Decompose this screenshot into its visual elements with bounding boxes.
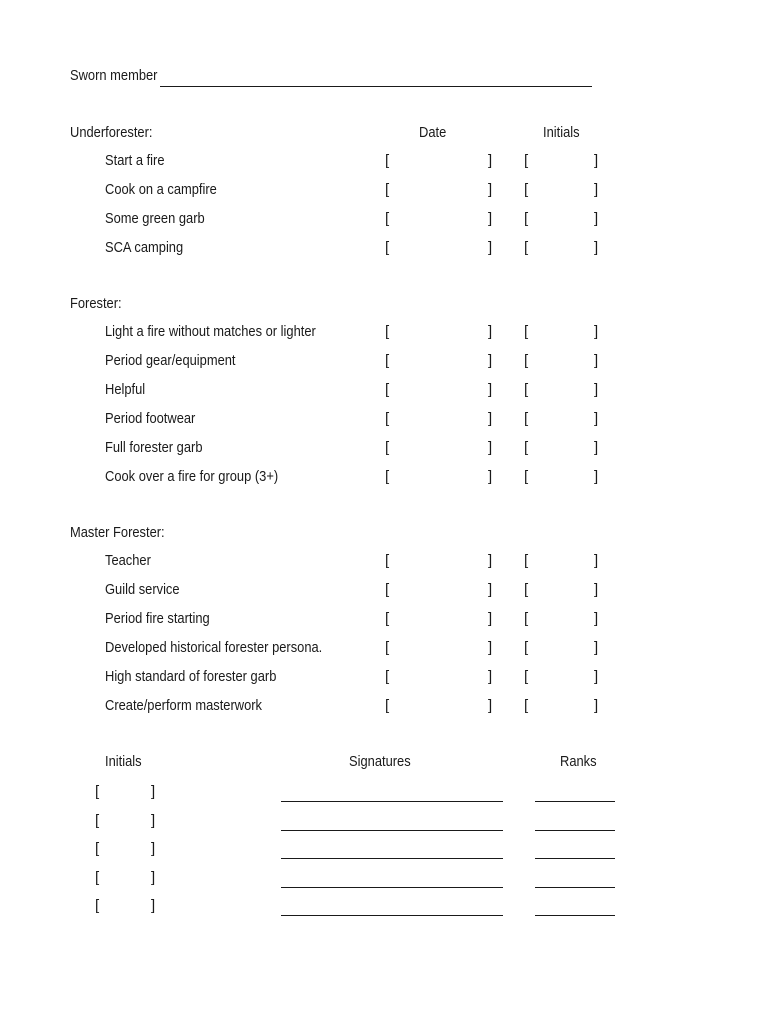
requirement-item: Teacher xyxy=(105,552,151,569)
initials-field-open-bracket[interactable]: [ xyxy=(524,210,529,227)
signoff-initials-field-close-bracket[interactable]: ] xyxy=(151,897,156,914)
sworn-member-signature-line[interactable] xyxy=(160,86,592,87)
initials-field-close-bracket[interactable]: ] xyxy=(594,181,599,198)
date-field-open-bracket[interactable]: [ xyxy=(385,352,390,369)
date-field-close-bracket[interactable]: ] xyxy=(488,610,493,627)
initials-field-close-bracket[interactable]: ] xyxy=(594,439,599,456)
date-field-close-bracket[interactable]: ] xyxy=(488,639,493,656)
date-field-open-bracket[interactable]: [ xyxy=(385,410,390,427)
date-field-close-bracket[interactable]: ] xyxy=(488,581,493,598)
requirement-item: High standard of forester garb xyxy=(105,668,277,685)
date-field-open-bracket[interactable]: [ xyxy=(385,468,390,485)
initials-field-open-bracket[interactable]: [ xyxy=(524,639,529,656)
date-field-close-bracket[interactable]: ] xyxy=(488,210,493,227)
requirement-item: Period footwear xyxy=(105,410,196,427)
initials-field-close-bracket[interactable]: ] xyxy=(594,410,599,427)
date-field-close-bracket[interactable]: ] xyxy=(488,697,493,714)
initials-field-open-bracket[interactable]: [ xyxy=(524,552,529,569)
signoff-initials-field-close-bracket[interactable]: ] xyxy=(151,811,156,829)
initials-field-open-bracket[interactable]: [ xyxy=(524,323,529,340)
sworn-member-label: Sworn member xyxy=(70,67,158,84)
initials-field-close-bracket[interactable]: ] xyxy=(594,352,599,369)
initials-field-open-bracket[interactable]: [ xyxy=(524,581,529,598)
signoff-initials-field-close-bracket[interactable]: ] xyxy=(151,783,156,800)
signoff-initials-field-open-bracket[interactable]: [ xyxy=(95,897,100,914)
date-field-open-bracket[interactable]: [ xyxy=(385,668,390,685)
initials-field-open-bracket[interactable]: [ xyxy=(524,610,529,627)
date-field-open-bracket[interactable]: [ xyxy=(385,381,390,398)
date-field-open-bracket[interactable]: [ xyxy=(385,152,390,169)
initials-field-open-bracket[interactable]: [ xyxy=(524,381,529,398)
requirement-item: SCA camping xyxy=(105,239,184,256)
initials-field-close-bracket[interactable]: ] xyxy=(594,610,599,627)
initials-field-open-bracket[interactable]: [ xyxy=(524,697,529,714)
date-field-close-bracket[interactable]: ] xyxy=(488,468,493,485)
date-field-open-bracket[interactable]: [ xyxy=(385,239,390,256)
date-field-open-bracket[interactable]: [ xyxy=(385,581,390,598)
date-field-open-bracket[interactable]: [ xyxy=(385,210,390,227)
initials-field-close-bracket[interactable]: ] xyxy=(594,581,599,598)
requirement-item: Period gear/equipment xyxy=(105,352,236,369)
initials-field-open-bracket[interactable]: [ xyxy=(524,468,529,485)
initials-field-close-bracket[interactable]: ] xyxy=(594,639,599,656)
signoff-ranks-header: Ranks xyxy=(560,753,597,770)
signoff-initials-field-close-bracket[interactable]: ] xyxy=(151,868,156,886)
requirement-item: Create/perform masterwork xyxy=(105,697,263,714)
date-field-close-bracket[interactable]: ] xyxy=(488,323,493,340)
requirement-item: Period fire starting xyxy=(105,610,210,627)
signoff-initials-field-close-bracket[interactable]: ] xyxy=(151,840,156,857)
initials-column-header: Initials xyxy=(543,124,580,141)
date-field-close-bracket[interactable]: ] xyxy=(488,552,493,569)
signoff-initials-field-open-bracket[interactable]: [ xyxy=(95,783,100,800)
date-field-open-bracket[interactable]: [ xyxy=(385,697,390,714)
date-field-open-bracket[interactable]: [ xyxy=(385,610,390,627)
rank-line[interactable] xyxy=(535,915,615,916)
date-field-close-bracket[interactable]: ] xyxy=(488,668,493,685)
requirement-item: Light a fire without matches or lighter xyxy=(105,323,316,340)
signature-line[interactable] xyxy=(281,830,503,831)
initials-field-open-bracket[interactable]: [ xyxy=(524,152,529,169)
initials-field-close-bracket[interactable]: ] xyxy=(594,468,599,485)
rank-line[interactable] xyxy=(535,801,615,802)
signature-line[interactable] xyxy=(281,858,503,859)
section-title: Master Forester: xyxy=(70,524,165,541)
section-title: Forester: xyxy=(70,295,122,312)
date-field-close-bracket[interactable]: ] xyxy=(488,439,493,456)
signoff-initials-field-open-bracket[interactable]: [ xyxy=(95,868,100,886)
rank-line[interactable] xyxy=(535,887,615,888)
signoff-initials-field-open-bracket[interactable]: [ xyxy=(95,840,100,857)
date-field-close-bracket[interactable]: ] xyxy=(488,352,493,369)
signature-line[interactable] xyxy=(281,887,503,888)
initials-field-close-bracket[interactable]: ] xyxy=(594,239,599,256)
signature-line[interactable] xyxy=(281,915,503,916)
requirement-item: Full forester garb xyxy=(105,439,203,456)
date-field-close-bracket[interactable]: ] xyxy=(488,152,493,169)
initials-field-close-bracket[interactable]: ] xyxy=(594,152,599,169)
requirement-item: Developed historical forester persona. xyxy=(105,639,323,656)
date-column-header: Date xyxy=(419,124,447,141)
initials-field-open-bracket[interactable]: [ xyxy=(524,668,529,685)
requirement-item: Cook over a fire for group (3+) xyxy=(105,468,279,485)
requirement-item: Guild service xyxy=(105,581,180,598)
requirement-item: Helpful xyxy=(105,381,146,398)
initials-field-open-bracket[interactable]: [ xyxy=(524,181,529,198)
section-title: Underforester: xyxy=(70,124,153,141)
date-field-close-bracket[interactable]: ] xyxy=(488,381,493,398)
initials-field-open-bracket[interactable]: [ xyxy=(524,239,529,256)
requirement-item: Start a fire xyxy=(105,152,165,169)
date-field-close-bracket[interactable]: ] xyxy=(488,239,493,256)
initials-field-close-bracket[interactable]: ] xyxy=(594,668,599,685)
requirement-item: Cook on a campfire xyxy=(105,181,217,198)
signature-line[interactable] xyxy=(281,801,503,802)
initials-field-open-bracket[interactable]: [ xyxy=(524,352,529,369)
date-field-open-bracket[interactable]: [ xyxy=(385,439,390,456)
date-field-open-bracket[interactable]: [ xyxy=(385,323,390,340)
requirement-item: Some green garb xyxy=(105,210,205,227)
signoff-initials-field-open-bracket[interactable]: [ xyxy=(95,811,100,829)
signoff-initials-header: Initials xyxy=(105,753,142,770)
date-field-open-bracket[interactable]: [ xyxy=(385,552,390,569)
date-field-close-bracket[interactable]: ] xyxy=(488,410,493,427)
date-field-close-bracket[interactable]: ] xyxy=(488,181,493,198)
initials-field-open-bracket[interactable]: [ xyxy=(524,439,529,456)
date-field-open-bracket[interactable]: [ xyxy=(385,639,390,656)
initials-field-open-bracket[interactable]: [ xyxy=(524,410,529,427)
initials-field-close-bracket[interactable]: ] xyxy=(594,381,599,398)
date-field-open-bracket[interactable]: [ xyxy=(385,181,390,198)
rank-line[interactable] xyxy=(535,830,615,831)
initials-field-close-bracket[interactable]: ] xyxy=(594,210,599,227)
rank-line[interactable] xyxy=(535,858,615,859)
initials-field-close-bracket[interactable]: ] xyxy=(594,552,599,569)
initials-field-close-bracket[interactable]: ] xyxy=(594,323,599,340)
initials-field-close-bracket[interactable]: ] xyxy=(594,697,599,714)
signoff-signatures-header: Signatures xyxy=(349,753,411,770)
